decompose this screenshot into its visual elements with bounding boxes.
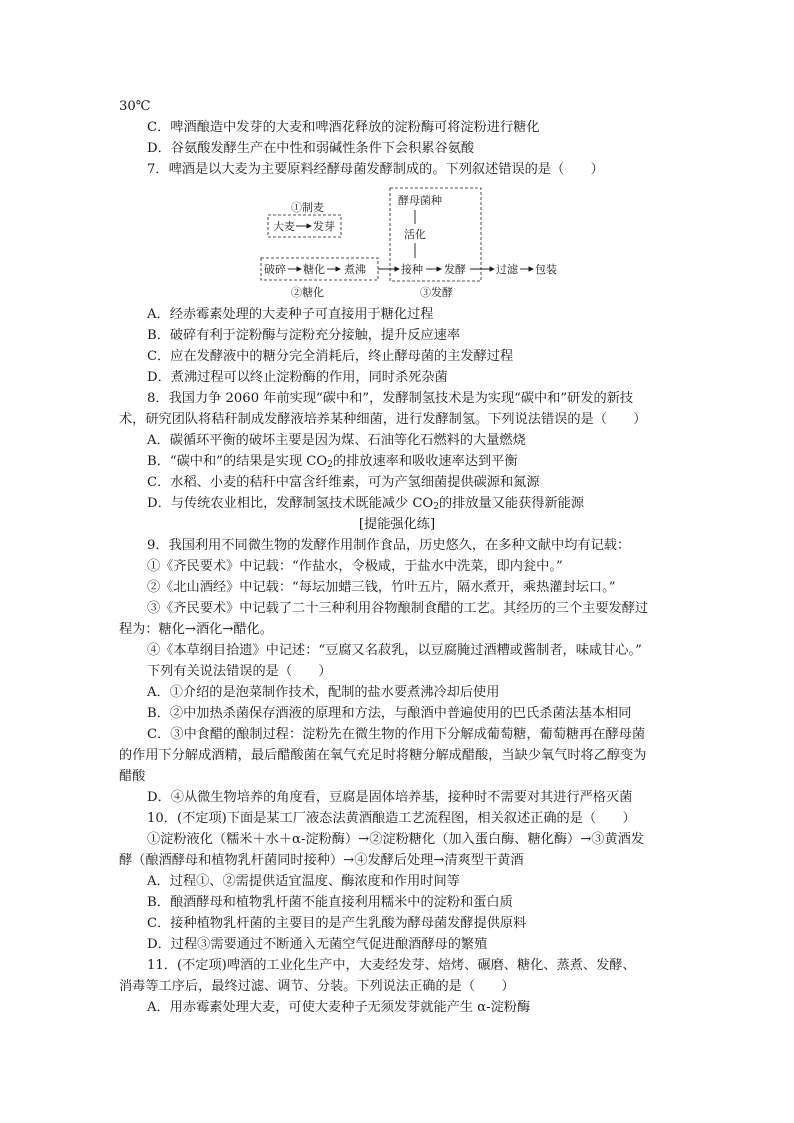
text-line: ①淀粉液化（糯米＋水＋α-淀粉酶）→②淀粉糖化（加入蛋白酶、糖化酶）→③黄酒发 [147,832,645,847]
option-c: C．③中食醋的酿制过程：淀粉先在微生物的作用下分解成葡萄糖，葡萄糖再在酵母菌 [147,727,646,742]
option-b: B．破碎有利于淀粉酶与淀粉充分接触，提升反应速率 [147,328,461,343]
beer-process-diagram [258,186,558,302]
subscript: 2 [327,460,333,470]
text-span: 的排放量又能获得新能源 [438,496,585,511]
text-line: 消毒等工序后，最终过滤、调节、分装。下列说法正确的是（ ） [119,979,515,994]
option-c: C．接种植物乳杆菌的主要目的是产生乳酸为酵母菌发酵提供原料 [147,916,527,931]
option-c: C．应在发酵液中的糖分完全消耗后，终止酵母菌的主发酵过程 [147,349,514,364]
text-line: ③《齐民要术》中记载了二十三种利用谷物酿制食醋的工艺。其经历的三个主要发酵过 [147,601,649,616]
option-a: A．过程①、②需提供适宜温度、酶浓度和作用时间等 [147,874,460,889]
label-zhimai: ①制麦 [291,201,324,214]
option-a: A．用赤霉素处理大麦，可使大麦种子无须发芽就能产生 α-淀粉酶 [147,1000,531,1015]
option-c: C．啤酒酿造中发芽的大麦和啤酒花释放的淀粉酶可将淀粉进行糖化 [147,120,540,135]
option-d [147,494,584,517]
text-line: ④《本草纲目拾遗》中记述：“豆腐又名菽乳，以豆腐腌过酒糟或酱制者，味咸甘心。” [147,643,642,658]
text-span: D．与传统农业相比，发酵制氢技术既能减少 CO [147,496,434,511]
node-baozhuang: 包装 [535,263,557,276]
option-b: B．酿酒酵母和植物乳杆菌不能直接利用糯米中的淀粉和蛋白质 [147,895,513,910]
node-posui: 破碎 [264,263,286,276]
node-jiaomu: 酵母菌种 [398,194,442,207]
node-guolv: 过滤 [496,263,518,276]
node-zhufei: 煮沸 [344,263,366,276]
text-line: 术，研究团队将秸秆制成发酵液培养某种细菌，进行发酵制氢。下列说法错误的是（ ） [119,412,647,427]
label-fajiao: ③发酵 [420,286,453,299]
subscript: 2 [433,502,439,512]
node-tanghua: 糖化 [303,263,325,276]
text-line: ②《北山酒经》中记载：“每坛加蜡三钱，竹叶五片，隔水煮开，乘热灌封坛口。” [147,580,616,595]
option-d: D．④从微生物培养的角度看，豆腐是固体培养基，接种时不需要对其进行严格灭菌 [147,790,633,805]
option-d: D．煮沸过程可以终止淀粉酶的作用，同时杀死杂菌 [147,370,448,385]
option-a: A．碳循环平衡的破坏主要是因为煤、石油等化石燃料的大量燃烧 [147,433,526,448]
option-a: A．经赤霉素处理的大麦种子可直接用于糖化过程 [147,307,434,322]
option-d: D．过程③需要通过不断通入无菌空气促进酿酒酵母的繁殖 [147,937,488,952]
text-line: 30℃ [119,99,151,114]
option-b: B．②中加热杀菌保存酒液的原理和方法，与酿酒中普遍使用的巴氏杀菌法基本相同 [147,706,632,721]
question-7: 7．啤酒是以大麦为主要原料经酵母菌发酵制成的。下列叙述错误的是（ ） [147,162,604,177]
node-jiezhong: 接种 [401,263,423,276]
question-11: 11．(不定项)啤酒的工业化生产中，大麦经发芽、焙烤、碾磨、糖化、蒸煮、发酵、 [147,958,636,973]
text-line: 醋酸 [119,769,146,784]
section-heading: [提能强化练] [358,517,436,532]
text-span: 的排放速率和吸收速率达到平衡 [332,454,518,469]
option-d: D．谷氨酸发酵生产在中性和弱碱性条件下会积累谷氨酸 [147,141,475,156]
option-c: C．水稻、小麦的秸秆中富含纤维素，可为产氢细菌提供碳源和氮源 [147,475,540,490]
text-line: 程为：糖化→酒化→醋化。 [119,622,273,637]
question-9: 9．我国利用不同微生物的发酵作用制作食品，历史悠久，在多种文献中均有记载： [147,538,631,553]
node-damai: 大麦 [273,220,295,233]
text-span: B．“碳中和”的结果是实现 CO [147,454,328,469]
node-fajiao: 发酵 [444,263,466,276]
question-10: 10．(不定项)下面是某工厂液态法黄酒酿造工艺流程图，相关叙述正确的是（ ） [147,811,636,826]
option-b [147,452,518,475]
text-line: 酵（酿酒酵母和植物乳杆菌同时接种）→④发酵后处理→清爽型干黄酒 [119,853,524,868]
option-a: A．①介绍的是泡菜制作技术，配制的盐水要煮沸冷却后使用 [147,685,500,700]
text-line: ①《齐民要术》中记载：“作盐水，令极咸，于盐水中洗菜，即内瓮中。” [147,559,563,574]
text-line: 的作用下分解成酒精，最后醋酸菌在氧气充足时将糖分解成醋酸，当缺少氧气时将乙醇变为 [119,748,647,763]
node-faya: 发芽 [313,220,335,233]
text-line: 下列有关说法错误的是（ ） [147,664,332,679]
label-tanghua: ②糖化 [291,286,324,299]
question-8: 8．我国力争 2060 年前实现“碳中和”，发酵制氢技术是为实现“碳中和”研发的新技 [147,391,634,406]
node-huohua: 活化 [404,228,426,241]
